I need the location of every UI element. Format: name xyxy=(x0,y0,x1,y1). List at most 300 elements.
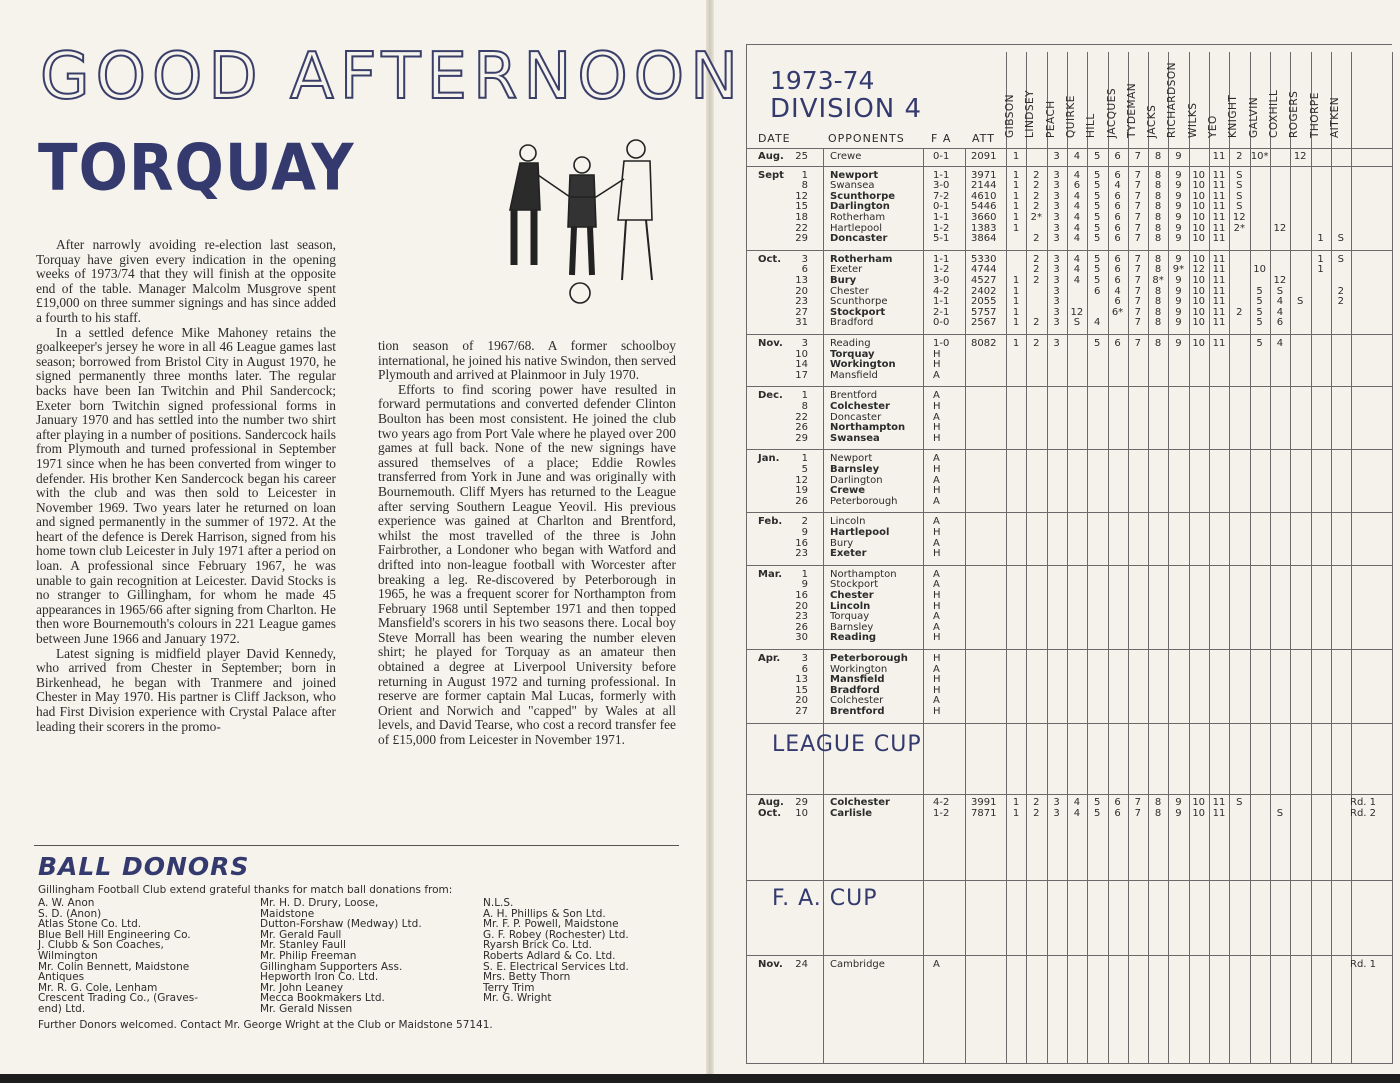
shirt-number: 1 xyxy=(1012,317,1020,329)
player-name-header xyxy=(1105,52,1127,144)
shirt-number: 4 xyxy=(1073,233,1081,245)
shirt-number: 6 xyxy=(1114,151,1121,162)
donor-name: Dutton-Forshaw (Medway) Ltd. xyxy=(260,918,422,931)
shirt-number: 1 xyxy=(1012,807,1020,819)
player-name: YEO xyxy=(1207,115,1219,138)
player-name-header xyxy=(1267,52,1289,144)
fixture-date: 23 xyxy=(795,548,808,560)
handshake-illustration xyxy=(500,135,670,310)
col-divider xyxy=(965,148,966,1064)
fixture-date: 1 xyxy=(801,453,808,465)
donor-name: Hepworth Iron Co. Ltd. xyxy=(260,971,379,984)
round-label: Rd. 2 xyxy=(1350,807,1377,819)
fixture-date: 3 xyxy=(801,338,808,349)
shirt-number: 10 xyxy=(1192,296,1206,308)
shirt-number: 3 xyxy=(1053,285,1060,297)
donor-name: Mr. Philip Freeman xyxy=(260,949,357,962)
league-cup-title: LEAGUE CUP xyxy=(772,731,922,757)
shirt-number: 3 xyxy=(1053,233,1060,245)
shirt-number: 6 xyxy=(1114,807,1121,819)
shirt-number: 11 xyxy=(1212,222,1226,234)
shirt-number: 9 xyxy=(1175,275,1182,286)
score: A xyxy=(933,411,940,423)
player-name-header xyxy=(1024,52,1045,144)
round-label: Rd. 1 xyxy=(1350,959,1377,970)
opponent: Darlington xyxy=(830,201,890,213)
fixture-date: 14 xyxy=(795,359,808,371)
opponent: Rotherham xyxy=(830,212,886,223)
fixture-date: 31 xyxy=(795,317,808,329)
player-col-line xyxy=(1351,52,1352,1064)
round-label: Rd. 1 xyxy=(1350,797,1377,808)
score: H xyxy=(933,401,941,412)
shirt-number: 4 xyxy=(1073,212,1081,223)
shirt-number: 7 xyxy=(1134,190,1141,202)
month-separator xyxy=(746,512,1392,513)
col-header-opponents: OPPONENTS xyxy=(828,132,905,145)
shirt-number: 7 xyxy=(1134,222,1141,234)
shirt-number: 4 xyxy=(1073,807,1081,819)
month-label: Sept xyxy=(758,169,784,181)
donors-footer: Further Donors welcomed. Contact Mr. George Wright at the Club or Maidstone 57141. xyxy=(38,1019,493,1031)
shirt-number: 10 xyxy=(1192,306,1206,318)
shirt-number: 10 xyxy=(1192,212,1206,223)
article-column-1 xyxy=(36,238,336,734)
donor-name: Mr. John Leaney xyxy=(260,981,344,994)
shirt-number: 4 xyxy=(1073,190,1081,202)
shirt-number: 7 xyxy=(1134,306,1141,318)
shirt-number: 8 xyxy=(1154,151,1162,162)
shirt-number: 2 xyxy=(1236,151,1243,162)
opponent: Crewe xyxy=(830,485,866,497)
score: A xyxy=(933,568,940,580)
score: A xyxy=(933,495,940,507)
shirt-number: 5 xyxy=(1094,233,1101,245)
shirt-number: 10 xyxy=(1192,253,1206,265)
shirt-number: 11 xyxy=(1212,797,1226,808)
shirt-number: 11 xyxy=(1212,233,1226,245)
shirt-number: 7 xyxy=(1134,233,1141,245)
score: 3-0 xyxy=(933,180,950,192)
paragraph: After narrowly avoiding re-election last season, Torquay have given every indication in the opening weeks of 1973/74 that they will finish at the opposite end of the table. Manager Malcolm Musgrove spent £19,000 on three summer signings and has since added a fourth to his staff. xyxy=(36,237,336,325)
shirt-number: 10 xyxy=(1192,317,1206,329)
donor-name: Mecca Bookmakers Ltd. xyxy=(260,992,385,1005)
col-header-fa: F A xyxy=(931,132,952,145)
shirt-number: 2 xyxy=(1337,296,1344,308)
attendance: 3660 xyxy=(971,212,997,223)
donor-name: Mrs. Betty Thorn xyxy=(483,971,571,984)
score: 1-0 xyxy=(933,338,950,349)
shirt-number: 3 xyxy=(1053,306,1060,318)
col-divider xyxy=(823,148,824,1064)
fixture-date: 1 xyxy=(801,169,808,181)
score: H xyxy=(933,548,941,560)
player-name-header xyxy=(1064,52,1086,144)
shirt-number: 5 xyxy=(1094,222,1101,234)
score: 1-2 xyxy=(933,264,950,276)
shirt-number: 8 xyxy=(1154,807,1162,819)
player-name-header xyxy=(1166,52,1187,144)
paragraph: Latest signing is midfield player David Kennedy, who arrived from Chester in September; born in Birkenhead, he began with Tranmere and joined Chester in May 1970. His partner is Cliff Jackson, who had First Division experience with Crystal Palace after leading their scorers in the promo- xyxy=(36,645,336,734)
shirt-number: 12 xyxy=(1273,222,1287,234)
shirt-number: 7 xyxy=(1134,338,1141,349)
shirt-number: 11 xyxy=(1212,338,1226,349)
shirt-number: 8 xyxy=(1154,296,1162,308)
player-name: WILKS xyxy=(1186,102,1199,138)
shirt-number: 3 xyxy=(1053,317,1060,329)
player-name: JACQUES xyxy=(1105,88,1118,138)
fixture-date: 6 xyxy=(801,663,808,675)
fixture-date: 3 xyxy=(801,653,808,664)
shirt-number: 7 xyxy=(1134,285,1141,297)
opponent: Bradford xyxy=(830,684,880,696)
shirt-number: S xyxy=(1236,797,1243,808)
shirt-number: 11 xyxy=(1212,306,1226,318)
score: A xyxy=(933,390,940,402)
fixture-date: 26 xyxy=(795,422,808,434)
shirt-number: 5 xyxy=(1094,212,1101,223)
shirt-number: 5 xyxy=(1256,306,1263,318)
shirt-number: 6* xyxy=(1111,306,1124,318)
shirt-number: 6 xyxy=(1073,180,1081,192)
donor-name: Mr. Gerald Faull xyxy=(260,928,342,941)
fixture-date: 6 xyxy=(801,264,808,276)
fixture-date: 10 xyxy=(795,807,808,819)
opponent: Scunthorpe xyxy=(830,190,896,202)
shirt-number: 1 xyxy=(1012,797,1020,808)
opponent: Exeter xyxy=(830,548,867,560)
fixture-month: Nov. xyxy=(758,959,783,970)
paragraph: tion season of 1967/68. A former schoolboy international, he joined his native Swindon, then served Plymouth and arrived at Plainmoor in July 1970. xyxy=(378,338,676,383)
shirt-number: 1 xyxy=(1012,169,1020,181)
shirt-number: 9 xyxy=(1175,222,1182,234)
opponent: Exeter xyxy=(830,264,863,276)
donor-name: Roberts Adlard & Co. Ltd. xyxy=(483,949,616,962)
divider xyxy=(34,845,679,846)
shirt-number: 11 xyxy=(1212,807,1226,819)
shirt-number: 6 xyxy=(1114,222,1121,234)
shirt-number: 6 xyxy=(1114,233,1121,245)
score: 0-1 xyxy=(933,201,950,213)
fixture-date: 25 xyxy=(795,151,808,162)
shirt-number: 9 xyxy=(1175,180,1182,192)
score: A xyxy=(933,537,940,549)
shirt-number: 2 xyxy=(1033,180,1040,192)
score: H xyxy=(933,348,941,360)
shirt-number: 7 xyxy=(1134,169,1141,181)
opponent: Colchester xyxy=(830,797,890,808)
shirt-number: 2* xyxy=(1233,222,1245,234)
fixture-date: 22 xyxy=(795,222,808,234)
score: 4-2 xyxy=(933,797,950,808)
shirt-number: 10 xyxy=(1192,797,1206,808)
attendance: 2402 xyxy=(971,285,997,297)
shirt-number: 8 xyxy=(1154,253,1162,265)
donors-column-1 xyxy=(38,898,198,1015)
shirt-number: 9 xyxy=(1175,317,1182,329)
player-col-line xyxy=(1311,52,1312,1064)
shirt-number: 5 xyxy=(1256,296,1263,308)
attendance: 2144 xyxy=(971,180,997,192)
fixture-date: 23 xyxy=(795,296,808,308)
player-name: ROGERS xyxy=(1288,90,1301,138)
fixture-date: 20 xyxy=(795,285,808,297)
score: 1-1 xyxy=(933,212,950,223)
donor-name: Maidstone xyxy=(260,907,315,920)
player-name: KNIGHT xyxy=(1227,94,1240,138)
shirt-number: 1 xyxy=(1317,264,1324,276)
player-col-line xyxy=(1250,52,1251,1064)
opponent: Northampton xyxy=(830,422,906,434)
donor-name: Blue Bell Hill Engineering Co. xyxy=(38,928,191,941)
player-name: TYDEMAN xyxy=(1125,82,1138,138)
shirt-number: 5 xyxy=(1256,338,1263,349)
shirt-number: 9 xyxy=(1175,306,1182,318)
shirt-number: 4 xyxy=(1114,180,1121,192)
fixture-date: 22 xyxy=(795,411,808,423)
shirt-number: S xyxy=(1073,317,1081,329)
shirt-number: 2 xyxy=(1236,306,1243,318)
shirt-number: 10 xyxy=(1192,201,1206,213)
shirt-number: 8 xyxy=(1154,264,1162,276)
shirt-number: 11 xyxy=(1212,201,1226,213)
shirt-number: 8 xyxy=(1154,306,1162,318)
shirt-number: 12 xyxy=(1293,151,1307,162)
score: 1-1 xyxy=(933,253,950,265)
shirt-number: 3 xyxy=(1053,253,1060,265)
attendance: 4527 xyxy=(971,275,997,286)
fixture-date: 27 xyxy=(795,706,808,717)
shirt-number: 9 xyxy=(1175,296,1182,308)
month-label: Mar. xyxy=(758,568,783,580)
shirt-number: 6 xyxy=(1114,253,1121,265)
month-separator xyxy=(746,723,1392,724)
shirt-number: 9 xyxy=(1175,253,1182,265)
player-name: THORPE xyxy=(1308,92,1321,138)
shirt-number: 3 xyxy=(1053,180,1060,192)
shirt-number: 9 xyxy=(1175,169,1182,181)
shirt-number: 5 xyxy=(1094,253,1101,265)
fixture-date: 29 xyxy=(795,797,808,808)
shirt-number: 6 xyxy=(1114,275,1121,286)
shirt-number: 12 xyxy=(1273,275,1287,286)
fixture-date: 13 xyxy=(795,674,808,686)
month-label: Dec. xyxy=(758,390,783,402)
player-name-header xyxy=(1207,52,1228,144)
fixture-date: 29 xyxy=(795,432,808,444)
player-name-header xyxy=(1125,52,1147,144)
opponent: Colchester xyxy=(830,401,890,412)
month-label: Oct. xyxy=(758,253,782,265)
attendance: 5757 xyxy=(971,306,997,318)
shirt-number: 4 xyxy=(1073,264,1081,276)
fixture-date: 15 xyxy=(795,684,808,696)
shirt-number: 1 xyxy=(1012,180,1020,192)
opponent: Stockport xyxy=(830,306,886,318)
opponent: Carlisle xyxy=(830,807,873,819)
shirt-number: 8 xyxy=(1154,317,1162,329)
shirt-number: 1 xyxy=(1012,212,1020,223)
frame-left xyxy=(746,44,747,1064)
attendance: 5446 xyxy=(971,201,997,213)
shirt-number: 11 xyxy=(1212,190,1226,202)
attendance: 3991 xyxy=(971,797,997,808)
score: 2-1 xyxy=(933,306,950,318)
attendance: 4744 xyxy=(971,264,997,276)
player-name-header xyxy=(1308,52,1330,144)
shirt-number: 5 xyxy=(1094,797,1101,808)
shirt-number: 7 xyxy=(1134,212,1141,223)
player-col-line xyxy=(1290,52,1291,1064)
fixture-date: 17 xyxy=(795,369,808,381)
shirt-number: 3 xyxy=(1053,190,1060,202)
player-name-header xyxy=(1004,52,1025,144)
shirt-number: 7 xyxy=(1134,797,1141,808)
paragraph: In a settled defence Mike Mahoney retains the goalkeeper's jersey he wore in all 46 League games last season; borrowed from Bristol City in August 1970, he signed permanently three months later. The regular backs have been Ian Twitchin and Phil Sandercock; Exeter born Twitchin signed professional forms in January 1970 and has settled into the number two shirt after playing in a number of positions. Sandercock hails from Plymouth and turned professional in September 1971 since when he has been converted from winger to defender. His brother Ken Sandercock began his career with the club and was then sold to Leicester in November 1969. Two years later he returned on loan and signed permanently in the summer of 1972. At the heart of the defence is Derek Harrison, signed from his home town club Leicester in July 1971 after a period on loan. A professional since February 1967, he was unable to gain recognition at Leicester. David Stocks is no stranger to Gillingham, for whom he made 45 appearances in 1965/66 after signing from Charlton. He then wore Bournemouth's colours in 221 League games between June 1966 and January 1972. xyxy=(36,324,336,647)
opponent: Bury xyxy=(830,275,857,286)
donor-name: N.L.S. xyxy=(483,897,514,909)
shirt-number: 2 xyxy=(1033,169,1040,181)
shirt-number: 3 xyxy=(1053,797,1060,808)
shirt-number: 3 xyxy=(1053,201,1060,213)
shirt-number: 9 xyxy=(1175,212,1182,223)
month-separator xyxy=(746,386,1392,387)
shirt-number: 10 xyxy=(1192,275,1206,286)
shirt-number: 1 xyxy=(1012,338,1020,349)
fixture-date: 19 xyxy=(795,485,808,497)
score: A xyxy=(933,474,940,486)
opponent: Swansea xyxy=(830,180,875,192)
donors-column-3 xyxy=(483,898,629,1004)
donor-name: Antiques xyxy=(38,971,85,984)
donor-name: Terry Trim xyxy=(483,981,535,994)
player-name: LINDSEY xyxy=(1024,89,1037,138)
shirt-number: 7 xyxy=(1134,253,1141,265)
article-column-2 xyxy=(378,339,676,748)
shirt-number: 4 xyxy=(1276,338,1284,349)
shirt-number: 4 xyxy=(1073,222,1081,234)
shirt-number: 2 xyxy=(1033,190,1040,202)
shirt-number: 5 xyxy=(1094,201,1101,213)
shirt-number: 11 xyxy=(1212,264,1226,276)
shirt-number: 5 xyxy=(1094,275,1101,286)
shirt-number: 2 xyxy=(1033,797,1040,808)
shirt-number: 3 xyxy=(1053,338,1060,349)
month-label: Apr. xyxy=(758,653,781,664)
shirt-number: 9 xyxy=(1175,151,1182,162)
opponent: Stockport xyxy=(830,579,879,591)
shirt-number: 6 xyxy=(1114,190,1121,202)
shirt-number: 5 xyxy=(1094,180,1101,192)
shirt-number: 4 xyxy=(1276,306,1284,318)
col-header-date: DATE xyxy=(758,132,791,145)
shirt-number: 11 xyxy=(1212,212,1226,223)
score: H xyxy=(933,632,941,644)
donors-title: BALL DONORS xyxy=(38,852,250,881)
shirt-number: 1 xyxy=(1012,306,1020,318)
opponent: Doncaster xyxy=(830,411,882,423)
attendance: 5330 xyxy=(971,253,997,265)
section-line xyxy=(746,794,1392,795)
opponent: Hartlepool xyxy=(830,222,882,234)
donor-name: Gillingham Supporters Ass. xyxy=(260,960,403,973)
fixture-date: 1 xyxy=(801,390,808,402)
shirt-number: 12 xyxy=(1232,212,1246,223)
shirt-number: 5 xyxy=(1094,807,1101,819)
player-name: COXHILL xyxy=(1267,89,1280,138)
team-title: TORQUAY xyxy=(38,130,355,205)
attendance: 8082 xyxy=(971,338,997,349)
frame-top xyxy=(746,44,1392,45)
shirt-number: 6 xyxy=(1114,797,1121,808)
shirt-number: 3 xyxy=(1053,212,1060,223)
shirt-number: 4 xyxy=(1114,285,1121,297)
fixture-date: 27 xyxy=(795,306,808,318)
player-name: GALVIN xyxy=(1247,96,1260,138)
opponent: Peterborough xyxy=(830,495,898,507)
score: H xyxy=(933,432,941,444)
shirt-number: 5 xyxy=(1094,264,1101,276)
shirt-number: 1 xyxy=(1012,151,1020,162)
shirt-number: 2 xyxy=(1033,264,1040,276)
shirt-number: 9 xyxy=(1175,190,1182,202)
shirt-number: 6 xyxy=(1114,338,1121,349)
shirt-number: 10 xyxy=(1192,169,1206,181)
shirt-number: 9 xyxy=(1175,233,1182,245)
bottom-edge xyxy=(0,1074,1400,1083)
shirt-number: 11 xyxy=(1212,317,1226,329)
opponent: Hartlepool xyxy=(830,527,890,538)
opponent: Torquay xyxy=(830,611,870,623)
shirt-number: 5 xyxy=(1094,151,1101,162)
opponent: Workington xyxy=(830,359,896,371)
score: A xyxy=(933,453,940,465)
player-name: HILL xyxy=(1085,113,1098,138)
opponent: Cambridge xyxy=(830,959,885,970)
shirt-number: S xyxy=(1337,233,1344,245)
attendance: 4610 xyxy=(971,190,997,202)
attendance: 7871 xyxy=(971,807,997,819)
opponent: Mansfield xyxy=(830,674,885,686)
fixture-date: 8 xyxy=(801,401,808,412)
donor-name: Ryarsh Brick Co. Ltd. xyxy=(483,939,592,952)
shirt-number: 1 xyxy=(1012,285,1020,297)
shirt-number: S xyxy=(1276,285,1284,297)
opponent: Newport xyxy=(830,169,879,181)
donor-name: Mr. G. Wright xyxy=(483,992,552,1005)
shirt-number: 11 xyxy=(1212,285,1226,297)
shirt-number: 3 xyxy=(1053,151,1060,162)
opponent: Mansfield xyxy=(830,369,878,381)
player-name: JACKS xyxy=(1146,104,1159,138)
shirt-number: 7 xyxy=(1134,296,1141,308)
score: H xyxy=(933,653,941,664)
opponent: Brentford xyxy=(830,706,885,717)
score: A xyxy=(933,663,940,675)
donor-name: Mr. Gerald Nissen xyxy=(260,1002,353,1015)
shirt-number: 10 xyxy=(1192,807,1206,819)
donor-name: S. D. (Anon) xyxy=(38,907,102,920)
shirt-number: 10 xyxy=(1192,233,1206,245)
shirt-number: 4 xyxy=(1276,296,1284,308)
shirt-number: S xyxy=(1236,190,1243,202)
opponent: Chester xyxy=(830,590,874,601)
opponent: Colchester xyxy=(830,695,884,707)
opponent: Bury xyxy=(830,537,854,549)
fixture-month: Aug. xyxy=(758,797,784,808)
score: 7-2 xyxy=(933,190,950,202)
shirt-number: 7 xyxy=(1134,151,1141,162)
